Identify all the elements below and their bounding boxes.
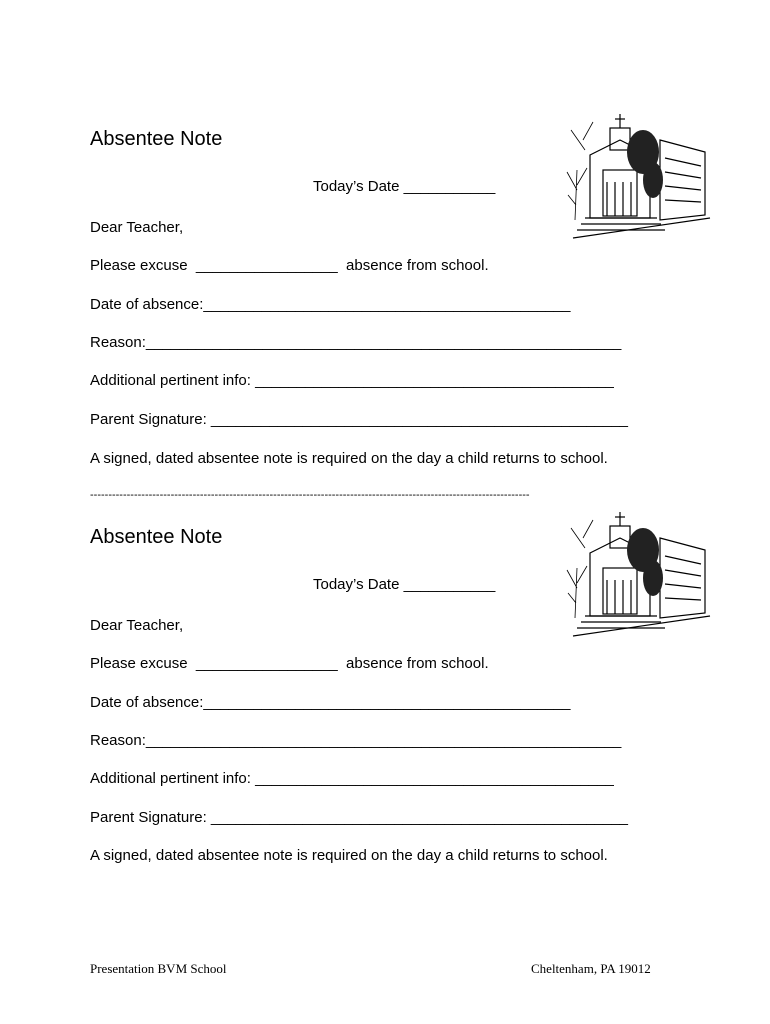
- note-1-greeting: Dear Teacher,: [90, 219, 184, 236]
- school-building-illustration-1: [565, 110, 715, 245]
- note-1-parent-signature: Parent Signature: __________________________________________________: [90, 411, 629, 428]
- cut-line-separator: ------------------------------------------------------------------------------------------------------------------------: [90, 489, 530, 501]
- note-2-parent-signature: Parent Signature: __________________________________________________: [90, 809, 629, 826]
- note-1-title: Absentee Note: [90, 128, 223, 150]
- note-2-greeting: Dear Teacher,: [90, 617, 184, 634]
- note-2-todays-date: Today’s Date ___________: [313, 576, 496, 593]
- school-building-illustration-2: [565, 508, 715, 643]
- footer-school-name: Presentation BVM School: [90, 961, 227, 976]
- note-2-additional-info: Additional pertinent info: ___________________________________________: [90, 770, 614, 787]
- note-1-todays-date: Today’s Date ___________: [313, 178, 496, 195]
- note-1-please-excuse: Please excuse _________________ absence from school.: [90, 257, 489, 274]
- note-1-date-of-absence: Date of absence:____________________________________________: [90, 296, 571, 313]
- note-2-requirement: A signed, dated absentee note is required on the day a child returns to school.: [90, 847, 608, 864]
- note-1-reason: Reason:_________________________________________________________: [90, 334, 622, 351]
- note-1-additional-info: Additional pertinent info: ___________________________________________: [90, 372, 614, 389]
- note-2-date-of-absence: Date of absence:____________________________________________: [90, 694, 571, 711]
- note-2-please-excuse: Please excuse _________________ absence from school.: [90, 655, 489, 672]
- note-2-reason: Reason:_________________________________________________________: [90, 732, 622, 749]
- footer-location: Cheltenham, PA 19012: [531, 961, 651, 976]
- note-2-title: Absentee Note: [90, 526, 223, 548]
- note-1-requirement: A signed, dated absentee note is required on the day a child returns to school.: [90, 450, 608, 467]
